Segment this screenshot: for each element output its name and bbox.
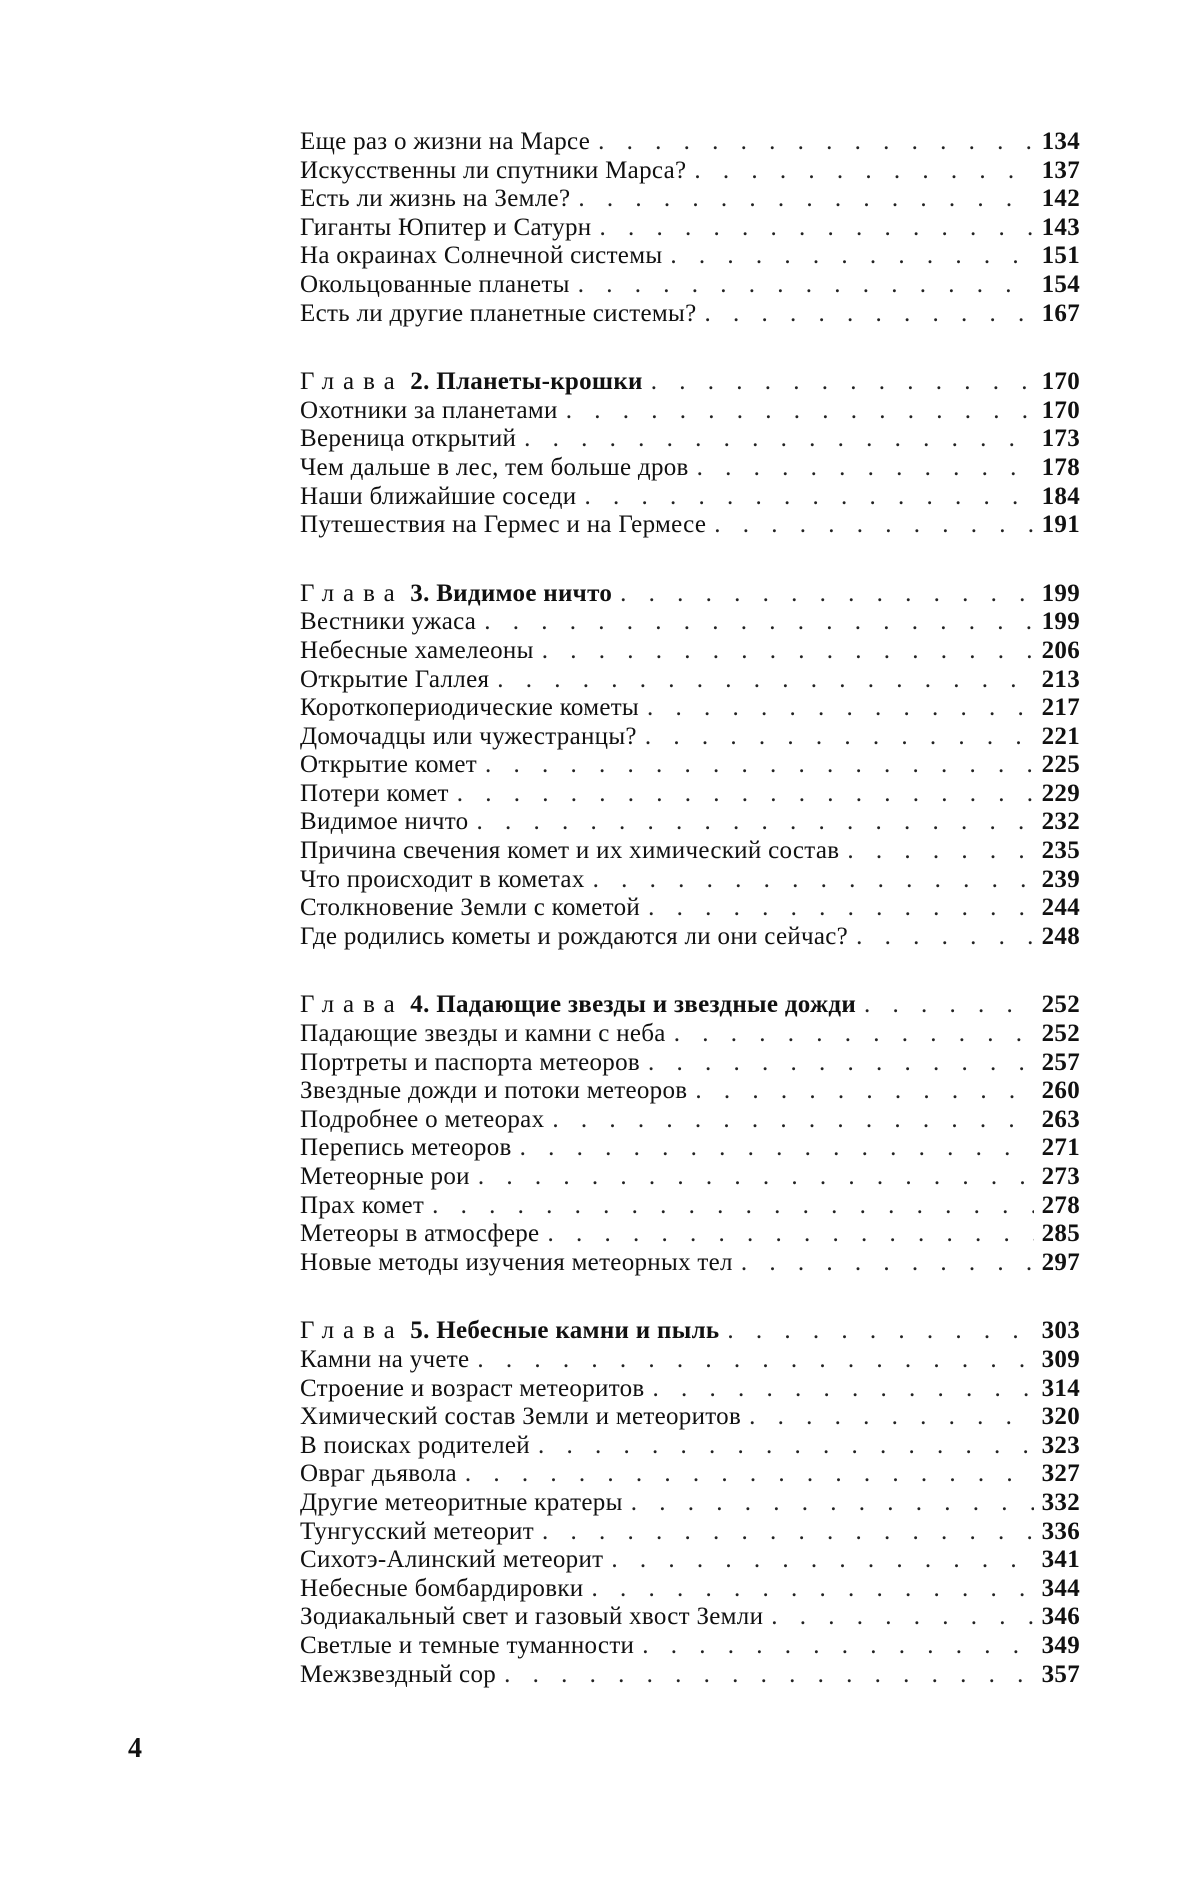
- toc-entry: [300, 1077, 1080, 1106]
- toc-entry: [300, 637, 1080, 666]
- entry-page-number: 285: [1041, 1220, 1080, 1248]
- entry-title: Межзвездный сор: [300, 1660, 497, 1688]
- entry-title: Домочадцы или чужестранцы?: [300, 722, 637, 750]
- entry-page-number: 239: [1041, 865, 1080, 893]
- entry-page-number: 344: [1041, 1574, 1080, 1602]
- dot-leader: [542, 637, 1034, 666]
- entry-title: Тунгусский метеорит: [300, 1517, 534, 1545]
- dot-leader: [484, 608, 1033, 637]
- entry-title: Овраг дьявола: [300, 1460, 457, 1488]
- toc-entry: [300, 866, 1080, 895]
- entry-page-number: 221: [1041, 722, 1080, 750]
- entry-page-number: 357: [1041, 1660, 1080, 1688]
- dot-leader: [547, 1220, 1033, 1249]
- dot-leader: [465, 1460, 1034, 1489]
- entry-page-number: 257: [1041, 1048, 1080, 1076]
- dot-leader: [476, 808, 1033, 837]
- toc-section: [300, 1317, 1080, 1689]
- entry-title: Короткопериодические кометы: [300, 694, 640, 722]
- chapter-number: 3.: [410, 579, 430, 607]
- toc-entry: [300, 608, 1080, 637]
- entry-page-number: 167: [1041, 299, 1080, 327]
- toc-entry: [300, 300, 1080, 329]
- toc-entry: [300, 1346, 1080, 1375]
- toc-entry: [300, 1375, 1080, 1404]
- toc-entry: [300, 1049, 1080, 1078]
- toc-entry: [300, 1106, 1080, 1135]
- entry-page-number: 252: [1041, 1020, 1080, 1048]
- entry-page-number: 346: [1041, 1603, 1080, 1631]
- entry-page-number: 309: [1041, 1345, 1080, 1373]
- toc-entry: [300, 1603, 1080, 1632]
- toc-entry: [300, 1192, 1080, 1221]
- toc-entry: [300, 751, 1080, 780]
- entry-title: Чем дальше в лес, тем больше дров: [300, 453, 689, 481]
- toc-entry: [300, 483, 1080, 512]
- chapter-heading: [300, 580, 1080, 609]
- entry-page-number: 229: [1041, 779, 1080, 807]
- toc-entry: [300, 214, 1080, 243]
- dot-leader: [771, 1603, 1033, 1632]
- toc-entry: [300, 128, 1080, 157]
- toc-entry: [300, 185, 1080, 214]
- entry-title: Есть ли другие планетные системы?: [300, 299, 697, 327]
- entry-title: Еще раз о жизни на Марсе: [300, 128, 591, 155]
- entry-page-number: 323: [1041, 1431, 1080, 1459]
- entry-title: Подробнее о метеорах: [300, 1105, 545, 1133]
- toc-entry: [300, 1661, 1080, 1690]
- dot-leader: [566, 397, 1034, 426]
- table-of-contents: [300, 128, 1080, 1729]
- entry-page-number: 314: [1041, 1374, 1080, 1402]
- entry-page-number: 191: [1041, 511, 1080, 539]
- entry-page-number: 134: [1041, 128, 1080, 155]
- toc-entry: [300, 1632, 1080, 1661]
- chapter-page-number: 303: [1041, 1317, 1080, 1345]
- dot-leader: [485, 751, 1034, 780]
- page-number: 4: [128, 1733, 142, 1764]
- dot-leader: [714, 511, 1033, 540]
- entry-title: Есть ли жизнь на Земле?: [300, 185, 571, 213]
- dot-leader: [864, 991, 1034, 1020]
- chapter-label: Глава: [300, 368, 404, 396]
- chapter-heading: [300, 1317, 1080, 1346]
- toc-entry: [300, 780, 1080, 809]
- toc-entry: [300, 271, 1080, 300]
- chapter-name: Видимое ничто: [436, 579, 613, 607]
- entry-page-number: 263: [1041, 1105, 1080, 1133]
- chapter-page-number: 199: [1041, 579, 1080, 607]
- entry-title: Потери комет: [300, 779, 449, 807]
- dot-leader: [477, 1346, 1033, 1375]
- dot-leader: [670, 242, 1033, 271]
- entry-page-number: 336: [1041, 1517, 1080, 1545]
- entry-page-number: 206: [1041, 636, 1080, 664]
- entry-title: Окольцованные планеты: [300, 270, 570, 298]
- chapter-number: 4.: [410, 991, 430, 1019]
- entry-title: Путешествия на Гермес и на Гермесе: [300, 511, 707, 539]
- dot-leader: [611, 1546, 1033, 1575]
- toc-entry: [300, 425, 1080, 454]
- entry-page-number: 278: [1041, 1191, 1080, 1219]
- toc-entry: [300, 666, 1080, 695]
- toc-entry: [300, 157, 1080, 186]
- dot-leader: [642, 1632, 1033, 1661]
- toc-entry: [300, 723, 1080, 752]
- entry-title: В поисках родителей: [300, 1431, 530, 1459]
- dot-leader: [697, 454, 1034, 483]
- toc-section: [300, 991, 1080, 1277]
- entry-title: Наши ближайшие соседи: [300, 482, 577, 510]
- entry-title: Охотники за планетами: [300, 396, 558, 424]
- entry-title: Искусственны ли спутники Марса?: [300, 156, 687, 184]
- dot-leader: [478, 1163, 1034, 1192]
- dot-leader: [631, 1489, 1034, 1518]
- entry-page-number: 297: [1041, 1248, 1080, 1276]
- toc-section: [300, 368, 1080, 540]
- dot-leader: [585, 483, 1034, 512]
- entry-title: Метеорные рои: [300, 1163, 470, 1190]
- dot-leader: [648, 894, 1034, 923]
- entry-page-number: 235: [1041, 837, 1080, 865]
- entry-title: Открытие комет: [300, 751, 478, 779]
- toc-entry: [300, 1220, 1080, 1249]
- dot-leader: [457, 780, 1034, 809]
- dot-leader: [653, 1375, 1034, 1404]
- chapter-title: [300, 580, 612, 609]
- chapter-page-number: 252: [1041, 991, 1080, 1019]
- entry-title: Небесные хамелеоны: [300, 636, 534, 664]
- entry-title: Перепись метеоров: [300, 1134, 512, 1162]
- entry-title: Вестники ужаса: [300, 608, 477, 636]
- chapter-name: Планеты-крошки: [436, 368, 643, 396]
- chapter-heading: [300, 368, 1080, 397]
- chapter-page-number: 170: [1041, 368, 1080, 396]
- toc-entry: [300, 1403, 1080, 1432]
- dot-leader: [520, 1134, 1034, 1163]
- dot-leader: [695, 1077, 1033, 1106]
- entry-title: Другие метеоритные кратеры: [300, 1488, 623, 1516]
- entry-title: Метеоры в атмосфере: [300, 1220, 540, 1248]
- chapter-name: Падающие звезды и звездные дожди: [436, 991, 857, 1019]
- chapter-title: [300, 368, 643, 397]
- entry-page-number: 271: [1041, 1134, 1080, 1162]
- toc-entry: [300, 923, 1080, 952]
- entry-title: Открытие Галлея: [300, 665, 490, 693]
- dot-leader: [542, 1518, 1034, 1547]
- entry-title: Звездные дожди и потоки метеоров: [300, 1077, 688, 1105]
- dot-leader: [599, 214, 1033, 243]
- entry-title: Портреты и паспорта метеоров: [300, 1048, 640, 1076]
- toc-entry: [300, 1163, 1080, 1192]
- dot-leader: [578, 271, 1034, 300]
- dot-leader: [674, 1020, 1034, 1049]
- entry-page-number: 143: [1041, 213, 1080, 241]
- chapter-label: Глава: [300, 1317, 404, 1345]
- entry-title: Падающие звезды и камни с неба: [300, 1020, 666, 1048]
- entry-title: Сихотэ-Алинский метеорит: [300, 1546, 604, 1574]
- toc-entry: [300, 808, 1080, 837]
- entry-title: Светлые и темные туманности: [300, 1631, 635, 1659]
- dot-leader: [705, 300, 1034, 329]
- entry-page-number: 178: [1041, 453, 1080, 481]
- dot-leader: [648, 1049, 1034, 1078]
- toc-entry: [300, 1575, 1080, 1604]
- dot-leader: [504, 1661, 1034, 1690]
- entry-page-number: 151: [1041, 242, 1080, 270]
- chapter-label: Глава: [300, 991, 404, 1019]
- toc-section: [300, 128, 1080, 328]
- entry-title: Прах комет: [300, 1191, 425, 1219]
- entry-page-number: 248: [1041, 922, 1080, 950]
- chapter-number: 2.: [410, 368, 430, 396]
- chapter-name: Небесные камни и пыль: [436, 1317, 720, 1345]
- toc-entry: [300, 511, 1080, 540]
- toc-entry: [300, 1249, 1080, 1278]
- dot-leader: [552, 1106, 1033, 1135]
- toc-entry: [300, 1489, 1080, 1518]
- entry-page-number: 232: [1041, 808, 1080, 836]
- toc-entry: [300, 397, 1080, 426]
- entry-page-number: 349: [1041, 1631, 1080, 1659]
- toc-entry: [300, 242, 1080, 271]
- entry-title: Вереница открытий: [300, 425, 517, 453]
- dot-leader: [651, 368, 1034, 397]
- entry-page-number: 244: [1041, 894, 1080, 922]
- chapter-heading: [300, 991, 1080, 1020]
- toc-entry: [300, 694, 1080, 723]
- dot-leader: [727, 1317, 1033, 1346]
- entry-title: Причина свечения комет и их химический состав: [300, 837, 840, 865]
- chapter-label: Глава: [300, 579, 404, 607]
- dot-leader: [647, 694, 1034, 723]
- entry-title: Гиганты Юпитер и Сатурн: [300, 213, 592, 241]
- entry-page-number: 225: [1041, 751, 1080, 779]
- dot-leader: [432, 1192, 1033, 1221]
- entry-page-number: 199: [1041, 608, 1080, 636]
- toc-entry: [300, 1432, 1080, 1461]
- entry-title: Камни на учете: [300, 1345, 470, 1373]
- entry-page-number: 332: [1041, 1488, 1080, 1516]
- entry-page-number: 142: [1041, 185, 1080, 213]
- chapter-title: [300, 1317, 719, 1346]
- entry-title: Столкновение Земли с кометой: [300, 894, 641, 922]
- entry-page-number: 273: [1041, 1163, 1080, 1190]
- entry-page-number: 213: [1041, 665, 1080, 693]
- dot-leader: [524, 425, 1033, 454]
- dot-leader: [598, 128, 1033, 157]
- entry-title: Новые методы изучения метеорных тел: [300, 1248, 733, 1276]
- dot-leader: [578, 185, 1033, 214]
- dot-leader: [741, 1249, 1034, 1278]
- dot-leader: [497, 666, 1033, 695]
- entry-title: На окраинах Солнечной системы: [300, 242, 663, 270]
- dot-leader: [593, 866, 1034, 895]
- toc-entry: [300, 1518, 1080, 1547]
- entry-title: Где родились кометы и рождаются ли они сейчас?: [300, 922, 849, 950]
- toc-entry: [300, 837, 1080, 866]
- toc-section: [300, 580, 1080, 952]
- toc-entry: [300, 1134, 1080, 1163]
- dot-leader: [694, 157, 1033, 186]
- entry-page-number: 327: [1041, 1460, 1080, 1488]
- entry-title: Видимое ничто: [300, 808, 469, 836]
- toc-entry: [300, 454, 1080, 483]
- entry-page-number: 260: [1041, 1077, 1080, 1105]
- entry-page-number: 217: [1041, 694, 1080, 722]
- entry-page-number: 170: [1041, 396, 1080, 424]
- chapter-title: [300, 991, 856, 1020]
- entry-title: Что происходит в кометах: [300, 865, 585, 893]
- dot-leader: [856, 923, 1034, 952]
- dot-leader: [591, 1575, 1033, 1604]
- entry-page-number: 137: [1041, 156, 1080, 184]
- toc-entry: [300, 1460, 1080, 1489]
- entry-title: Зодиакальный свет и газовый хвост Земли: [300, 1603, 764, 1631]
- dot-leader: [538, 1432, 1034, 1461]
- entry-page-number: 341: [1041, 1546, 1080, 1574]
- entry-page-number: 173: [1041, 425, 1080, 453]
- toc-entry: [300, 1020, 1080, 1049]
- entry-title: Химический состав Земли и метеоритов: [300, 1403, 742, 1431]
- entry-title: Небесные бомбардировки: [300, 1574, 584, 1602]
- toc-entry: [300, 894, 1080, 923]
- dot-leader: [749, 1403, 1034, 1432]
- entry-title: Строение и возраст метеоритов: [300, 1374, 645, 1402]
- dot-leader: [620, 580, 1033, 609]
- entry-page-number: 320: [1041, 1403, 1080, 1431]
- dot-leader: [645, 723, 1034, 752]
- toc-entry: [300, 1546, 1080, 1575]
- chapter-number: 5.: [410, 1317, 430, 1345]
- entry-page-number: 154: [1041, 270, 1080, 298]
- dot-leader: [847, 837, 1033, 866]
- entry-page-number: 184: [1041, 482, 1080, 510]
